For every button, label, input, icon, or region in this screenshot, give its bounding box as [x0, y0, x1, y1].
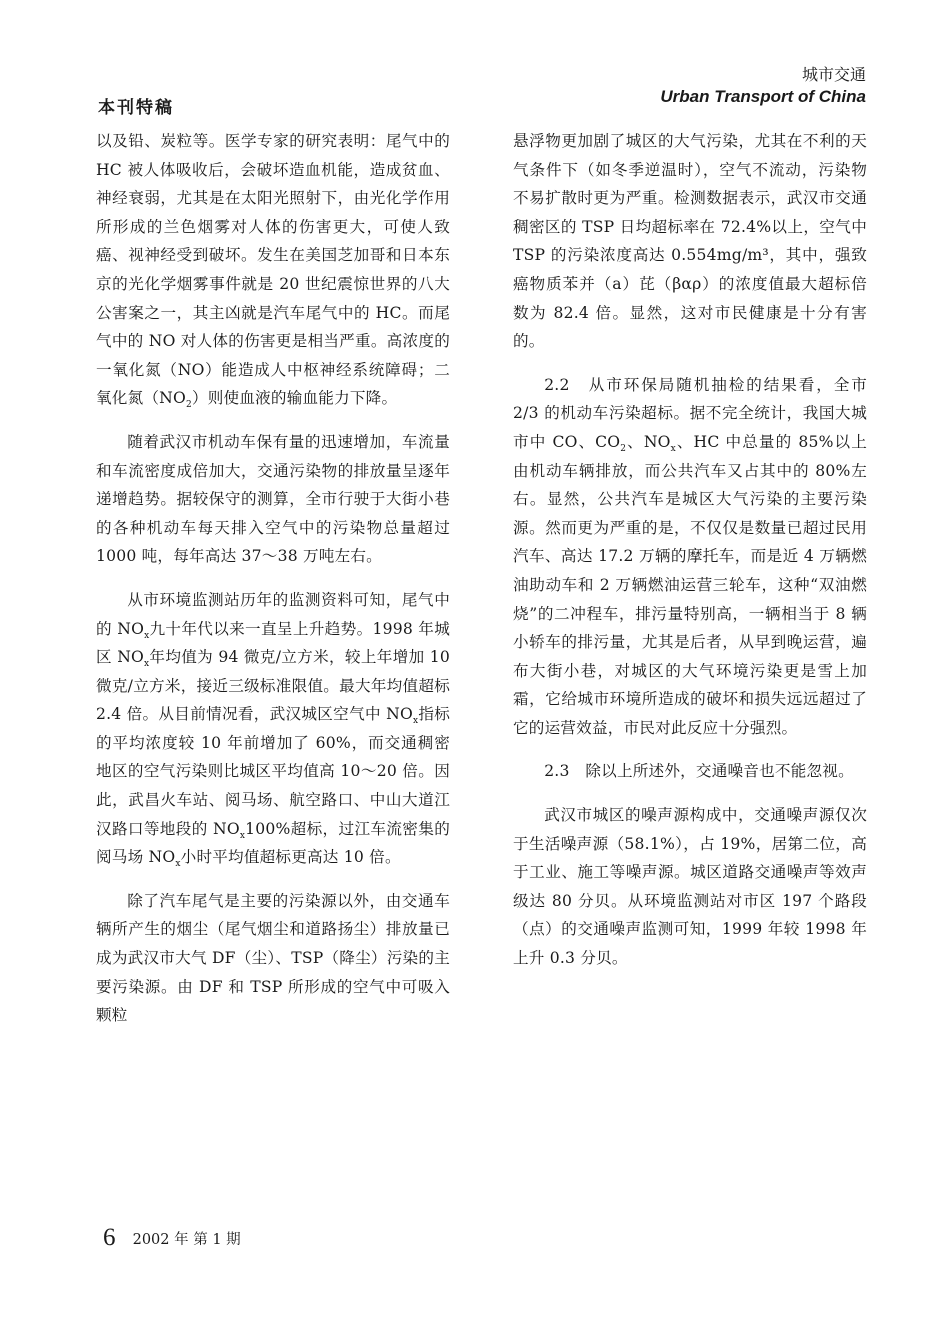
paragraph: 随着武汉市机动车保有量的迅速增加，车流量和车流密度成倍加大，交通污染物的排放量呈逐年递增趋势。据较保守的测算，全市行驶于大街小巷的各种机动车每天排入空气中的污染物总量超过 1000 吨，每年高达 37～38 万吨左右。 [96, 432, 450, 566]
right-column [513, 127, 867, 988]
paragraph: 2.2 从市环保局随机抽检的结果看，全市 2/3 的机动车污染超标。据不完全统计，我国大城市中 CO、$CO_2$、$NO_x$、HC 中总量的 85%以上由机动车辆排放，而公共汽车又占其中的 80%左右。显然，公共汽车是城区大气污染的主要污染源。然而更为严重的是，不仅仅是数量已超过民用汽车、高达 17.2 万辆的摩托车，而是近 4 万辆燃油助动车和 2 万辆燃油运营三轮车，这种“双油燃烧”的二冲程车，排污量特别高，一辆相当于 8 辆小轿车的排污量，尤其是后者，从早到晚运营，遍布大街小巷，对城区的大气环境污染更是雪上加霜，它给城市环境所造成的破坏和损失远远超过了它的运营效益，市民对此反应十分强烈。 [513, 375, 868, 737]
paragraph: 除了汽车尾气是主要的污染源以外，由交通车辆所产生的烟尘（尾气烟尘和道路扬尘）排放量已成为武汉市大气 DF（尘）、TSP（降尘）污染的主要污染源。由 DF 和 TSP 所形成的空气中可吸入颗粒 [96, 891, 450, 1025]
issue-label: 2002 年 第 1 期 [132, 1231, 241, 1248]
paragraph: 悬浮物更加剧了城区的大气污染，尤其在不利的天气条件下（如冬季逆温时），空气不流动，污染物不易扩散时更为严重。检测数据表示，武汉市交通稠密区的 TSP 日均超标率在 72.4%以上，空气中 TSP 的污染浓度高达 0.554mg/m³，其中，强致癌物质苯并（a）芘（βαρ）的浓度值最大超标倍数为 82.4 倍。显然，这对市民健康是十分有害的。 [513, 132, 867, 351]
paragraph: 2.3 除以上所述外，交通噪音也不能忽视。 [544, 762, 854, 781]
journal-header [660, 66, 866, 108]
section-label: 本刊特稿 [98, 98, 174, 118]
page-number: 6 [103, 1224, 116, 1251]
paragraph: 以及铅、炭粒等。医学专家的研究表明：尾气中的 HC 被人体吸收后，会破坏造血机能，造成贫血、神经衰弱，尤其是在太阳光照射下，由光化学作用所形成的兰色烟雾对人体的伤害更大，可使人致癌、视神经受到破坏。发生在美国芝加哥和日本东京的光化学烟雾事件就是 20 世纪震惊世界的八大公害案之一，其主凶就是汽车尾气中的 HC。而尾气中的 NO 对人体的伤害更是相当严重。高浓度的一氧化氮（NO）能造成人中枢神经系统障碍；二氧化氮$(NO_2)$则使血液的输血能力下降。 [96, 132, 450, 411]
page-footer [103, 1224, 241, 1252]
journal-name-cn: 城市交通 [801, 67, 866, 84]
paragraph: 从市环境监测站历年的监测资料可知，尾气中的 $NO_x$九十年代以来一直呈上升趋势。1998 年城区 $NO_x$年均值为 94 微克/立方米，较上年增加 10 微克/立方米，接近三级标准限值。最大年均值超标 2.4 倍。从目前情况看，武汉城区空气中 $NO_x$指标的平均浓度较 10 年前增加了 60%，而交通稠密地区的空气污染则比城区平均值高 10～20 倍。因此，武昌火车站、阅马场、航空路口、中山大道江汉路口等地段的 $NO_x100\%$超标，过江车流密集的阅马场 $NO_x$小时平均值超标更高达 10 倍。 [96, 590, 451, 870]
left-column [96, 127, 450, 1045]
journal-name-en: Urban Transport of China [660, 87, 866, 106]
paragraph: 武汉市城区的噪声源构成中，交通噪声源仅次于生活噪声源（58.1%），占 19%，居第二位，高于工业、施工等噪声源。城区道路交通噪声等效声级达 80 分贝。从环境监测站对市区 197 个路段（点）的交通噪声监测可知，1999 年较 1998 年上升 0.3 分贝。 [513, 806, 867, 968]
